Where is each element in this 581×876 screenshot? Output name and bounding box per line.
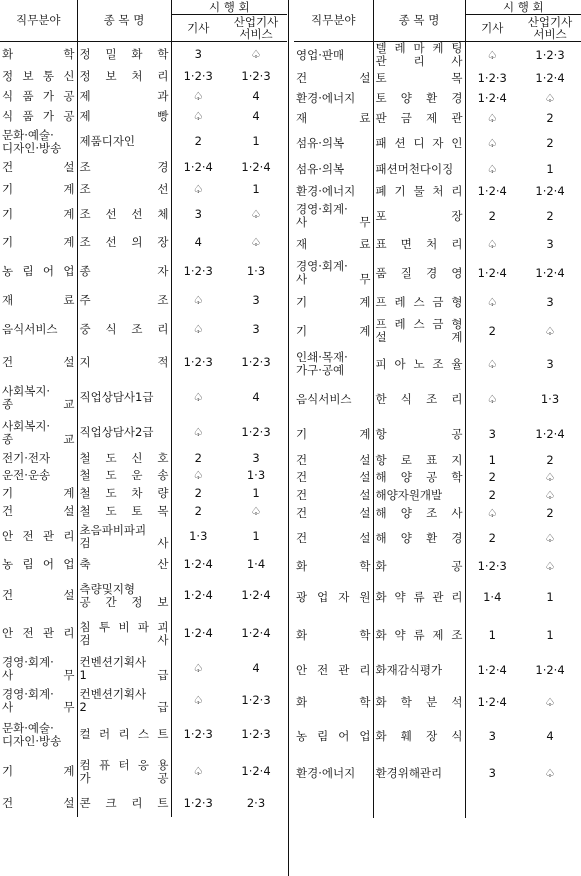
field-cell: 환경·에너지 <box>294 754 373 792</box>
table-row <box>0 717 287 753</box>
subject-cell: 제 과 <box>77 87 171 107</box>
field-cell: 운전·운송 <box>0 467 77 485</box>
table-row <box>0 157 287 179</box>
field-cell: 재 료 <box>294 230 373 258</box>
subject-cell: 화 약 류 관 리 <box>373 578 465 616</box>
industrial-cell: 1·2·4 <box>535 426 565 441</box>
engineer-cell: 2 <box>194 134 202 148</box>
field-cell: 화 학 <box>294 554 373 578</box>
table-row <box>0 229 287 257</box>
industrial-cell: 2 <box>546 505 554 520</box>
industrial-cell: 1·2·4 <box>241 626 271 640</box>
field-cell: 사회복지· 종 교 <box>0 415 77 451</box>
field-cell: 재 료 <box>0 287 77 315</box>
field-cell: 농 림 어 업 <box>0 257 77 287</box>
industrial-cell: 3 <box>546 294 554 309</box>
engineer-cell: 2 <box>194 486 202 500</box>
field-cell: 환경·에너지 <box>294 88 373 108</box>
table-row <box>294 68 581 88</box>
industrial-cell: 1·2·4 <box>535 265 565 280</box>
industrial-cell: ♤ <box>544 558 556 573</box>
table-row <box>294 202 581 230</box>
industrial-cell: 3 <box>546 356 554 371</box>
industrial-cell: 3 <box>252 293 260 307</box>
table-row <box>294 468 581 486</box>
engineer-cell: ♤ <box>193 693 204 707</box>
engineer-cell: ♤ <box>193 390 204 404</box>
field-cell: 식 품 가 공 <box>0 107 77 127</box>
subject-cell: 철 도 차 량 <box>77 485 171 503</box>
engineer-cell: ♤ <box>487 505 498 520</box>
engineer-cell: 1·2·4 <box>477 662 507 677</box>
field-cell: 화 학 <box>0 42 77 67</box>
field-cell: 사회복지· 종 교 <box>0 381 77 415</box>
industrial-cell: 2 <box>546 452 554 467</box>
subject-cell: 종 자 <box>77 257 171 287</box>
header-engineer: 기사 <box>481 20 504 35</box>
industrial-cell: 1·2·4 <box>241 588 271 602</box>
table-row <box>0 127 287 157</box>
engineer-cell: ♤ <box>487 161 498 176</box>
industrial-cell: 4 <box>252 89 260 103</box>
table-row <box>294 718 581 754</box>
industrial-cell: ♤ <box>544 323 556 338</box>
table-row <box>0 87 287 107</box>
table-row <box>0 503 287 521</box>
engineer-cell: 3 <box>488 426 496 441</box>
field-cell: 건 설 <box>294 452 373 468</box>
table-row <box>0 451 287 467</box>
field-cell: 안 전 관 리 <box>0 521 77 553</box>
field-cell: 화 학 <box>294 686 373 718</box>
industrial-cell: 1·2·4 <box>241 160 271 174</box>
field-cell: 광 업 자 원 <box>294 578 373 616</box>
subject-cell: 환경위해관리 <box>373 754 465 792</box>
table-row <box>0 791 287 817</box>
field-cell: 기 계 <box>294 316 373 346</box>
field-cell: 건 설 <box>0 503 77 521</box>
subject-cell: 중 식 조 리 <box>77 315 171 345</box>
industrial-cell: ♤ <box>544 765 556 780</box>
table-row <box>294 108 581 128</box>
subject-cell: 화 공 <box>373 554 465 578</box>
table-row <box>294 158 581 180</box>
table-row <box>294 88 581 108</box>
header-agency: 시 행 회 <box>465 0 581 15</box>
engineer-cell: 2 <box>488 323 496 338</box>
subject-cell: 조 선 의 장 <box>77 229 171 257</box>
engineer-cell: ♤ <box>193 425 204 439</box>
header-field: 직무분야 <box>0 0 77 42</box>
subject-cell: 표 면 처 리 <box>373 230 465 258</box>
industrial-cell: 2 <box>546 208 554 223</box>
engineer-cell: 3 <box>488 765 496 780</box>
field-cell: 경영·회계· 사 무 <box>294 202 373 230</box>
industrial-cell: 2·3 <box>246 796 266 810</box>
industrial-cell: ♤ <box>544 469 556 484</box>
field-cell: 기 계 <box>0 201 77 229</box>
subject-cell: 패션머천다이징 <box>373 158 465 180</box>
table-row <box>294 578 581 616</box>
table-row <box>0 201 287 229</box>
industrial-cell: 4 <box>252 390 260 404</box>
field-cell: 음식서비스 <box>294 382 373 416</box>
engineer-cell: ♤ <box>193 322 204 336</box>
engineer-cell: 1·2·3 <box>183 355 213 369</box>
industrial-cell: ♤ <box>544 530 556 545</box>
table-row <box>294 316 581 346</box>
header-subject: 종 목 명 <box>77 0 171 42</box>
subject-cell: 패 션 디 자 인 <box>373 128 465 158</box>
subject-cell: 직업상담사2급 <box>77 415 171 451</box>
subject-cell: 화 학 분 석 <box>373 686 465 718</box>
industrial-cell: ♤ <box>544 90 556 105</box>
field-cell: 기 계 <box>0 229 77 257</box>
industrial-cell: 1 <box>252 529 260 543</box>
engineer-cell: 1·3 <box>189 529 208 543</box>
engineer-cell: 2 <box>194 451 202 465</box>
field-cell: 농 림 어 업 <box>294 718 373 754</box>
subject-cell: 정 보 처 리 <box>77 67 171 87</box>
header-subject: 종 목 명 <box>373 0 465 42</box>
subject-cell: 포 장 <box>373 202 465 230</box>
industrial-cell: ♤ <box>250 46 262 61</box>
table-row <box>294 754 581 792</box>
field-cell: 건 설 <box>0 791 77 817</box>
table-row <box>0 381 287 415</box>
industrial-cell: 1 <box>546 589 554 604</box>
engineer-cell: ♤ <box>193 468 204 482</box>
field-cell: 문화·예술· 디자인·방송 <box>0 127 77 157</box>
engineer-cell: ♤ <box>193 661 204 675</box>
engineer-cell: ♤ <box>487 356 498 371</box>
industrial-cell <box>519 792 581 818</box>
industrial-cell: 1·3 <box>246 468 266 482</box>
subject-cell: 피 아 노 조 율 <box>373 346 465 382</box>
field-cell: 경영·회계· 사 무 <box>294 258 373 288</box>
subject-cell: 컬 러 리 스 트 <box>77 717 171 753</box>
field-cell: 안 전 관 리 <box>294 654 373 686</box>
field-cell: 건 설 <box>294 504 373 522</box>
subject-cell: 축 산 <box>77 553 171 577</box>
table-row <box>294 654 581 686</box>
industrial-cell: 3 <box>252 451 260 465</box>
engineer-cell: 1·2·4 <box>183 557 213 571</box>
subject-cell: 화 약 류 제 조 <box>373 616 465 654</box>
engineer-cell: 2 <box>488 469 496 484</box>
field-cell: 건 설 <box>0 577 77 615</box>
engineer-cell: 1·2·3 <box>477 558 507 573</box>
industrial-cell: 1 <box>252 134 260 148</box>
subject-cell: 해 양 공 학 <box>373 468 465 486</box>
table-row <box>294 452 581 468</box>
field-cell: 건 설 <box>0 157 77 179</box>
engineer-cell: 1·2·3 <box>183 69 213 83</box>
subject-cell: 제 빵 <box>77 107 171 127</box>
industrial-cell: 1·2·3 <box>241 355 271 369</box>
table-row <box>0 415 287 451</box>
subject-cell: 토 양 환 경 <box>373 88 465 108</box>
table-row <box>294 258 581 288</box>
table-row <box>0 577 287 615</box>
table-body-right <box>294 42 581 819</box>
subject-cell: 토 목 <box>373 68 465 88</box>
industrial-cell: 3 <box>546 236 554 251</box>
field-cell: 인쇄·목재· 가구·공예 <box>294 346 373 382</box>
header-engineer: 기사 <box>187 20 210 35</box>
engineer-cell: ♤ <box>193 182 204 196</box>
industrial-cell: 1 <box>546 627 554 642</box>
table-row <box>294 686 581 718</box>
field-cell: 건 설 <box>294 522 373 554</box>
engineer-cell: 1·2·4 <box>183 626 213 640</box>
column-divider <box>288 0 289 876</box>
industrial-cell: 4 <box>252 109 260 123</box>
table-row <box>0 257 287 287</box>
industrial-cell: 1·2·3 <box>241 693 271 707</box>
field-cell: 영업·판매 <box>294 42 373 69</box>
engineer-cell: 1·2·3 <box>183 727 213 741</box>
engineer-cell: ♤ <box>487 236 498 251</box>
engineer-cell: 2 <box>194 504 202 518</box>
engineer-cell <box>465 792 519 818</box>
table-row <box>0 107 287 127</box>
engineer-cell: ♤ <box>193 293 204 307</box>
engineer-cell: ♤ <box>487 110 498 125</box>
engineer-cell: 1·2·4 <box>477 265 507 280</box>
industrial-cell: 1 <box>252 486 260 500</box>
field-cell: 문화·예술· 디자인·방송 <box>0 717 77 753</box>
subject-cell: 제품디자인 <box>77 127 171 157</box>
table-row <box>294 616 581 654</box>
field-cell: 기 계 <box>294 416 373 452</box>
industrial-cell: ♤ <box>250 235 262 249</box>
table-row <box>0 345 287 381</box>
industrial-cell: 1·2·3 <box>535 47 565 62</box>
field-cell: 안 전 관 리 <box>0 615 77 653</box>
engineer-cell: ♤ <box>487 391 498 406</box>
subject-cell: 텔 레 마 케 팅 관 리 사 <box>373 42 465 69</box>
engineer-cell: 1·2·3 <box>183 264 213 278</box>
subject-cell: 폐 기 물 처 리 <box>373 180 465 202</box>
engineer-cell: 1 <box>488 627 496 642</box>
field-cell: 정 보 통 신 <box>0 67 77 87</box>
industrial-cell: ♤ <box>544 694 556 709</box>
table-row <box>294 128 581 158</box>
engineer-cell: 3 <box>488 728 496 743</box>
subject-cell: 해양자원개발 <box>373 486 465 504</box>
field-cell: 섬유·의복 <box>294 158 373 180</box>
subject-cell: 측량및지형 공 간 정 보 <box>77 577 171 615</box>
subject-cell: 한 식 조 리 <box>373 382 465 416</box>
field-cell: 건 설 <box>0 345 77 381</box>
header-agency: 시 행 회 <box>171 0 287 15</box>
engineer-cell: 1·2·3 <box>477 70 507 85</box>
industrial-cell: 1·2·4 <box>535 70 565 85</box>
table-row <box>294 42 581 69</box>
field-cell: 건 설 <box>294 68 373 88</box>
industrial-cell: ♤ <box>544 487 556 502</box>
header-industrial: 산업기사 서비스 <box>233 15 279 41</box>
table-row <box>0 753 287 791</box>
subject-cell: 초음파비파괴 검 사 <box>77 521 171 553</box>
table-row <box>294 382 581 416</box>
engineer-cell: 1·2·4 <box>477 183 507 198</box>
subject-cell: 정 밀 화 학 <box>77 42 171 67</box>
subject-cell: 지 적 <box>77 345 171 381</box>
engineer-cell: 2 <box>488 208 496 223</box>
table-row <box>294 792 581 818</box>
industrial-cell: 1·4 <box>246 557 266 571</box>
table-row <box>0 521 287 553</box>
engineer-cell: ♤ <box>487 47 498 62</box>
table-row <box>294 180 581 202</box>
engineer-cell: ♤ <box>193 89 204 103</box>
engineer-cell: 1·2·4 <box>477 694 507 709</box>
field-cell: 기 계 <box>0 753 77 791</box>
industrial-cell: ♤ <box>250 504 262 518</box>
subject-cell <box>373 792 465 818</box>
field-cell: 기 계 <box>0 485 77 503</box>
field-cell: 기 계 <box>294 288 373 316</box>
subject-cell: 철 도 운 송 <box>77 467 171 485</box>
subject-cell: 해 양 조 사 <box>373 504 465 522</box>
header-industrial: 산업기사 서비스 <box>527 15 573 41</box>
industrial-cell: 2 <box>546 135 554 150</box>
table-row <box>0 467 287 485</box>
table-row <box>294 230 581 258</box>
field-cell: 재 료 <box>294 108 373 128</box>
table-row <box>294 486 581 504</box>
engineer-cell: 3 <box>194 207 202 221</box>
subject-cell: 해 양 환 경 <box>373 522 465 554</box>
table-row <box>0 179 287 201</box>
table-body-left <box>0 42 287 817</box>
table-row <box>0 553 287 577</box>
subject-cell: 철 도 토 목 <box>77 503 171 521</box>
table-row <box>294 522 581 554</box>
industrial-cell: 1·2·4 <box>241 764 271 778</box>
field-cell: 농 림 어 업 <box>0 553 77 577</box>
schedule-table-right <box>294 0 581 818</box>
header-field: 직무분야 <box>294 0 373 42</box>
subject-cell: 조 선 선 체 <box>77 201 171 229</box>
industrial-cell: ♤ <box>250 207 262 221</box>
table-row <box>0 485 287 503</box>
engineer-cell: ♤ <box>487 294 498 309</box>
subject-cell: 직업상담사1급 <box>77 381 171 415</box>
field-cell <box>294 792 373 818</box>
subject-cell: 항 공 <box>373 416 465 452</box>
field-cell: 환경·에너지 <box>294 180 373 202</box>
subject-cell: 프 레 스 금 형 <box>373 288 465 316</box>
engineer-cell: 2 <box>488 487 496 502</box>
table-row <box>294 288 581 316</box>
subject-cell: 화 훼 장 식 <box>373 718 465 754</box>
subject-cell: 항 로 표 지 <box>373 452 465 468</box>
engineer-cell: 3 <box>194 46 202 61</box>
industrial-cell: 3 <box>252 322 260 336</box>
subject-cell: 프 레 스 금 형 설 계 <box>373 316 465 346</box>
table-row <box>0 653 287 685</box>
subject-cell: 조 선 <box>77 179 171 201</box>
field-cell: 음식서비스 <box>0 315 77 345</box>
table-row <box>0 315 287 345</box>
table-row <box>294 346 581 382</box>
table-row <box>0 287 287 315</box>
table-row <box>0 615 287 653</box>
subject-cell: 컨벤션기획사 1 급 <box>77 653 171 685</box>
engineer-cell: ♤ <box>193 764 204 778</box>
field-cell: 건 설 <box>294 468 373 486</box>
industrial-cell: 1 <box>252 182 260 196</box>
field-cell: 경영·회계· 사 무 <box>0 653 77 685</box>
subject-cell: 판 금 제 관 <box>373 108 465 128</box>
table-row <box>294 504 581 522</box>
engineer-cell: 1·2·3 <box>183 796 213 810</box>
field-cell: 화 학 <box>294 616 373 654</box>
subject-cell: 콘 크 리 트 <box>77 791 171 817</box>
subject-cell: 품 질 경 영 <box>373 258 465 288</box>
subject-cell: 컴 퓨 터 응 용 가 공 <box>77 753 171 791</box>
subject-cell: 컨벤션기획사 2 급 <box>77 685 171 717</box>
table-row <box>0 685 287 717</box>
engineer-cell: 1·2·4 <box>183 588 213 602</box>
industrial-cell: 1·3 <box>246 264 266 278</box>
industrial-cell: 1·3 <box>540 391 560 406</box>
engineer-cell: 1·2·4 <box>477 90 507 105</box>
industrial-cell: 2 <box>546 110 554 125</box>
industrial-cell: 1 <box>546 161 554 176</box>
engineer-cell: ♤ <box>487 135 498 150</box>
field-cell: 경영·회계· 사 무 <box>0 685 77 717</box>
field-cell: 기 계 <box>0 179 77 201</box>
industrial-cell: 1·2·3 <box>241 425 271 439</box>
subject-cell: 철 도 신 호 <box>77 451 171 467</box>
table-row <box>294 554 581 578</box>
engineer-cell: 4 <box>194 235 202 249</box>
engineer-cell: 1 <box>488 452 496 467</box>
engineer-cell: 2 <box>488 530 496 545</box>
subject-cell: 화재감식평가 <box>373 654 465 686</box>
table-row <box>0 42 287 67</box>
subject-cell: 주 조 <box>77 287 171 315</box>
engineer-cell: 1·4 <box>483 589 502 604</box>
table-row <box>294 416 581 452</box>
engineer-cell: ♤ <box>193 109 204 123</box>
table-row <box>0 67 287 87</box>
field-cell: 전기·전자 <box>0 451 77 467</box>
subject-cell: 조 경 <box>77 157 171 179</box>
field-cell: 섬유·의복 <box>294 128 373 158</box>
schedule-table-left <box>0 0 287 817</box>
subject-cell: 침 투 비 파 괴 검 사 <box>77 615 171 653</box>
industrial-cell: 1·2·3 <box>241 69 271 83</box>
industrial-cell: 4 <box>546 728 554 743</box>
industrial-cell: 1·2·3 <box>241 727 271 741</box>
engineer-cell: 1·2·4 <box>183 160 213 174</box>
field-cell: 건 설 <box>294 486 373 504</box>
industrial-cell: 4 <box>252 661 260 675</box>
field-cell: 식 품 가 공 <box>0 87 77 107</box>
industrial-cell: 1·2·4 <box>535 662 565 677</box>
industrial-cell: 1·2·4 <box>535 183 565 198</box>
